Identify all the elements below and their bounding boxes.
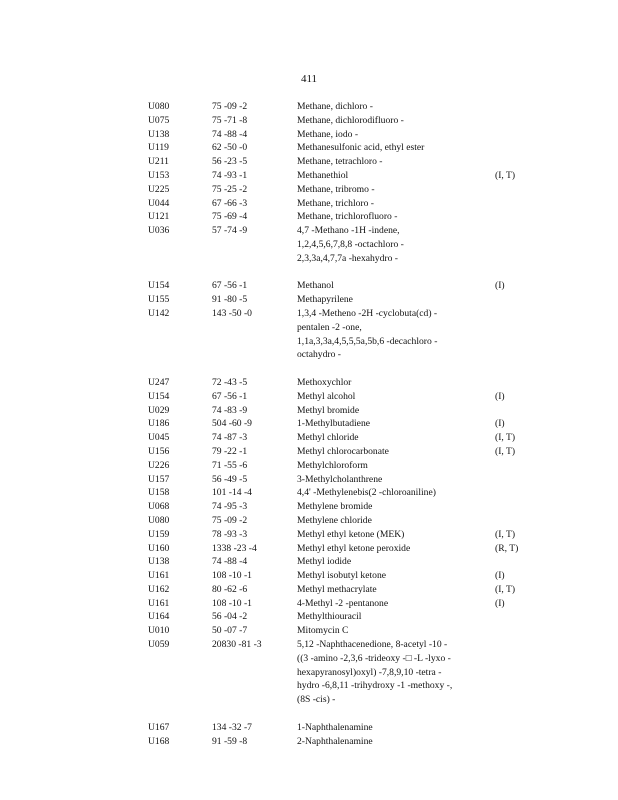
substance-name-line: Methane, dichloro - [297, 101, 373, 112]
cas-number: 91 -59 -8 [212, 735, 248, 747]
substance-name-line: 2,3,3a,4,7,7a -hexahydro - [297, 252, 398, 264]
table-row [148, 169, 538, 183]
hazard-code: (I) [495, 570, 505, 582]
cas-number: 50 -07 -7 [212, 625, 248, 637]
cas-number: 75 -71 -8 [212, 114, 248, 126]
cas-number: 57 -74 -9 [212, 225, 248, 237]
table-row [148, 417, 538, 431]
substance-name [297, 542, 487, 556]
substance-name [297, 128, 487, 142]
substance-name [297, 100, 487, 114]
waste-code: U162 [148, 583, 170, 595]
table-row [148, 404, 538, 418]
table-row [148, 500, 538, 514]
waste-code: U161 [148, 570, 170, 582]
cas-number: 74 -88 -4 [212, 128, 248, 140]
table-row [148, 528, 538, 542]
table-row [148, 431, 538, 445]
waste-code: U160 [148, 542, 170, 554]
substance-name [297, 417, 487, 431]
substance-name-line: Methane, tetrachloro - [297, 156, 383, 168]
cas-number: 78 -93 -3 [212, 528, 248, 540]
waste-code: U168 [148, 735, 170, 747]
cas-number: 108 -10 -1 [212, 597, 252, 609]
substance-name-line: 2-Naphthalenamine [297, 735, 373, 747]
waste-code: U029 [148, 404, 170, 416]
substance-name-line: Methyl bromide [297, 404, 360, 416]
table-row [148, 390, 538, 404]
cas-number: 56 -49 -5 [212, 473, 248, 485]
substance-name-line: Methyl chloride [297, 432, 359, 444]
table-row [148, 486, 538, 500]
waste-code: U044 [148, 197, 170, 209]
table-row [148, 542, 538, 556]
table-row [148, 376, 538, 390]
hazardous-waste-table [148, 100, 538, 748]
substance-name-line: Methylchloroform [297, 459, 368, 471]
waste-code: U247 [148, 376, 170, 388]
substance-name [297, 569, 487, 583]
cas-number: 67 -56 -1 [212, 390, 248, 402]
waste-code: U138 [148, 556, 170, 568]
cas-number: 72 -43 -5 [212, 376, 248, 388]
substance-name-line: hydro -6,8,11 -trihydroxy -1 -methoxy -, [297, 680, 453, 692]
cas-number: 56 -23 -5 [212, 156, 248, 168]
substance-name-line: Methyl alcohol [297, 390, 356, 402]
waste-code: U119 [148, 142, 169, 154]
substance-name-line: Methoxychlor [297, 376, 352, 388]
substance-name [297, 721, 487, 735]
substance-name-line: Methyl ethyl ketone peroxide [297, 542, 411, 554]
substance-name-line: Methane, trichloro - [297, 197, 374, 209]
cas-number: 108 -10 -1 [212, 570, 252, 582]
hazard-code: (I) [495, 418, 505, 430]
waste-code: U036 [148, 225, 170, 237]
waste-code: U080 [148, 101, 170, 112]
cas-number: 143 -50 -0 [212, 307, 252, 319]
table-row [148, 100, 538, 114]
substance-name [297, 155, 487, 169]
cas-number: 79 -22 -1 [212, 445, 248, 457]
waste-code: U059 [148, 639, 170, 651]
table-row [148, 279, 538, 293]
substance-name-line: 1,1a,3,3a,4,5,5,5a,5b,6 -decachloro - [297, 335, 438, 347]
waste-code: U010 [148, 625, 170, 637]
waste-code: U226 [148, 459, 170, 471]
substance-name [297, 445, 487, 459]
substance-name-line: 4,4' -Methylenebis(2 -chloroaniline) [297, 487, 436, 499]
substance-name-line: Methyl chlorocarbonate [297, 445, 389, 457]
substance-name-line: Methanesulfonic acid, ethyl ester [297, 142, 425, 154]
substance-name [297, 197, 487, 211]
waste-code: U186 [148, 418, 170, 430]
hazard-code: (I, T) [495, 445, 516, 457]
substance-name [297, 390, 487, 404]
cas-number: 74 -95 -3 [212, 501, 248, 513]
substance-name [297, 183, 487, 197]
cas-number: 101 -14 -4 [212, 487, 252, 499]
substance-name [297, 307, 487, 376]
substance-name-line: Methyl iodide [297, 556, 352, 568]
cas-number: 20830 -81 -3 [212, 639, 262, 651]
cas-number: 74 -83 -9 [212, 404, 248, 416]
table-row [148, 155, 538, 169]
substance-name-line: (8S -cis) - [297, 694, 336, 706]
substance-name-line: ((3 -amino -2,3,6 -trideoxy -□ -L -lyxo - [297, 652, 451, 664]
waste-code: U080 [148, 514, 170, 526]
table-row [148, 555, 538, 569]
table-row [148, 721, 538, 735]
waste-code: U121 [148, 211, 170, 223]
table-row [148, 224, 538, 279]
hazard-code: (I, T) [495, 169, 516, 181]
substance-name-line: 1-Naphthalenamine [297, 721, 373, 733]
substance-name [297, 114, 487, 128]
hazard-code: (I) [495, 390, 505, 402]
waste-code: U167 [148, 721, 170, 733]
waste-code: U158 [148, 487, 170, 499]
table-row [148, 307, 538, 376]
table-row [148, 473, 538, 487]
hazard-code: (I, T) [495, 583, 516, 595]
waste-code: U161 [148, 597, 170, 609]
substance-name-line: 1-Methylbutadiene [297, 418, 370, 430]
table-row [148, 597, 538, 611]
substance-name-line: Methanethiol [297, 169, 349, 181]
substance-name [297, 638, 487, 721]
substance-name-line [297, 266, 487, 280]
waste-code: U159 [148, 528, 170, 540]
waste-code: U142 [148, 307, 170, 319]
substance-name-line: 3-Methylcholanthrene [297, 473, 383, 485]
cas-number: 75 -09 -2 [212, 101, 248, 112]
table-row [148, 128, 538, 142]
table-row [148, 210, 538, 224]
substance-name-line [297, 707, 487, 721]
hazard-code: (I) [495, 280, 505, 292]
cas-number: 62 -50 -0 [212, 142, 248, 154]
table-row [148, 735, 538, 749]
substance-name-line: pentalen -2 -one, [297, 321, 362, 333]
waste-code: U138 [148, 128, 170, 140]
page-number: 411 [300, 73, 318, 85]
cas-number: 80 -62 -6 [212, 583, 248, 595]
substance-name-line: 5,12 -Naphthacenedione, 8-acetyl -10 - [297, 639, 448, 651]
substance-name-line: Mitomycin C [297, 625, 349, 637]
hazard-code: (I, T) [495, 432, 516, 444]
table-row [148, 638, 538, 721]
substance-name [297, 486, 487, 500]
substance-name [297, 514, 487, 528]
cas-number: 75 -09 -2 [212, 514, 248, 526]
cas-number: 74 -88 -4 [212, 556, 248, 568]
table-row [148, 459, 538, 473]
cas-number: 71 -55 -6 [212, 459, 248, 471]
waste-code: U154 [148, 390, 170, 402]
cas-number: 74 -87 -3 [212, 432, 248, 444]
cas-number: 91 -80 -5 [212, 294, 248, 306]
table-row [148, 183, 538, 197]
waste-code: U154 [148, 280, 170, 292]
hazard-code: (I) [495, 597, 505, 609]
substance-name [297, 210, 487, 224]
substance-name-line: 4-Methyl -2 -pentanone [297, 597, 389, 609]
substance-name-line: Methyl methacrylate [297, 583, 377, 595]
substance-name [297, 169, 487, 183]
cas-number: 56 -04 -2 [212, 611, 248, 623]
waste-code: U156 [148, 445, 170, 457]
substance-name-line: Methane, dichlorodifluoro - [297, 114, 404, 126]
substance-name [297, 293, 487, 307]
table-row [148, 514, 538, 528]
cas-number: 1338 -23 -4 [212, 542, 257, 554]
waste-code: U164 [148, 611, 170, 623]
substance-name-line: hexapyranosyl)oxyl) -7,8,9,10 -tetra - [297, 666, 442, 678]
cas-number: 504 -60 -9 [212, 418, 252, 430]
cas-number: 67 -56 -1 [212, 280, 248, 292]
table-row [148, 114, 538, 128]
cas-number: 75 -25 -2 [212, 183, 248, 195]
substance-name-line: 1,2,4,5,6,7,8,8 -octachloro - [297, 238, 404, 250]
waste-code: U157 [148, 473, 170, 485]
substance-name-line: octahydro - [297, 349, 341, 361]
cas-number: 134 -32 -7 [212, 721, 252, 733]
substance-name-line [297, 362, 487, 376]
table-row [148, 293, 538, 307]
waste-code: U068 [148, 501, 170, 513]
substance-name [297, 224, 487, 279]
hazard-code: (R, T) [495, 542, 519, 554]
substance-name-line: Methane, tribromo - [297, 183, 375, 195]
hazard-code: (I, T) [495, 528, 516, 540]
substance-name-line: Methyl isobutyl ketone [297, 570, 386, 582]
table-row [148, 569, 538, 583]
substance-name [297, 431, 487, 445]
substance-name-line: 1,3,4 -Metheno -2H -cyclobuta(cd) - [297, 307, 438, 319]
substance-name [297, 279, 487, 293]
cas-number: 67 -66 -3 [212, 197, 248, 209]
table-row [148, 624, 538, 638]
substance-name-line: Methylthiouracil [297, 611, 362, 623]
substance-name [297, 500, 487, 514]
cas-number: 74 -93 -1 [212, 169, 248, 181]
cas-number: 75 -69 -4 [212, 211, 248, 223]
substance-name-line: Methane, iodo - [297, 128, 359, 140]
substance-name-line: Methylene chloride [297, 514, 372, 526]
waste-code: U045 [148, 432, 170, 444]
substance-name [297, 597, 487, 611]
substance-name [297, 624, 487, 638]
table-row [148, 583, 538, 597]
waste-code: U225 [148, 183, 170, 195]
substance-name [297, 459, 487, 473]
substance-name [297, 583, 487, 597]
substance-name [297, 473, 487, 487]
substance-name [297, 735, 487, 749]
substance-name-line: Methyl ethyl ketone (MEK) [297, 528, 405, 540]
waste-code: U075 [148, 114, 170, 126]
table-row [148, 610, 538, 624]
substance-name-line: 4,7 -Methano -1H -indene, [297, 225, 400, 237]
substance-name-line: Methylene bromide [297, 501, 373, 513]
substance-name [297, 404, 487, 418]
substance-name [297, 141, 487, 155]
substance-name [297, 376, 487, 390]
substance-name-line: Methane, trichlorofluoro - [297, 211, 398, 223]
substance-name [297, 528, 487, 542]
substance-name-line: Methanol [297, 280, 334, 292]
substance-name [297, 555, 487, 569]
waste-code: U153 [148, 169, 170, 181]
table-row [148, 197, 538, 211]
substance-name [297, 610, 487, 624]
waste-code: U211 [148, 156, 169, 168]
substance-name-line: Methapyrilene [297, 294, 353, 306]
waste-code: U155 [148, 294, 170, 306]
table-row [148, 445, 538, 459]
table-row [148, 141, 538, 155]
